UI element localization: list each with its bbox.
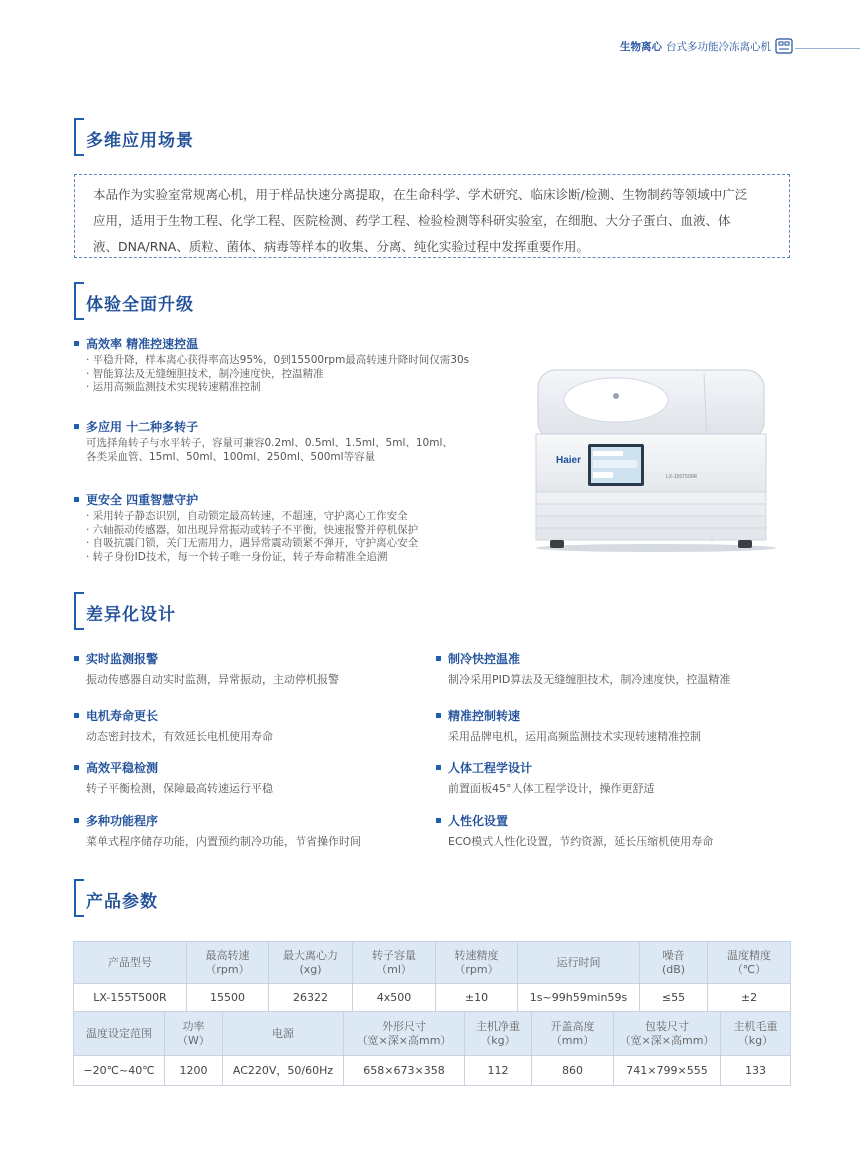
diff-item: 高效平稳检测 转子平衡检测，保障最高转速运行平稳 bbox=[74, 759, 273, 796]
spec-table-1 bbox=[73, 941, 791, 1012]
intro-line: 液、DNA/RNA、质粒、菌体、病毒等样本的收集、分离、纯化实验过程中发挥重要作用。 bbox=[93, 239, 589, 254]
header-subtitle: 台式多功能冷冻离心机 bbox=[666, 40, 771, 53]
spec-table-2 bbox=[73, 1011, 791, 1086]
feature-safety bbox=[74, 491, 418, 564]
page-header bbox=[620, 36, 793, 56]
feature-line: · 平稳升降，样本离心获得率高达95%，0到15500rpm最高转速升降时间仅需30s bbox=[86, 354, 470, 366]
spec-value-cell: 26322 bbox=[269, 984, 353, 1012]
spec-value-cell: 860 bbox=[532, 1056, 614, 1086]
spec-header-cell: 转子容量 （ml） bbox=[353, 942, 436, 984]
spec-header-cell: 噪音 (dB) bbox=[640, 942, 708, 984]
spec-header-cell: 温度精度 （℃） bbox=[708, 942, 791, 984]
spec-header-cell: 最大离心力 (xg) bbox=[269, 942, 353, 984]
feature-line: · 六轴振动传感器，如出现异常振动或转子不平衡，快速报警并停机保护 bbox=[86, 523, 419, 536]
feature-line: · 运用高频监测技术实现转速精准控制 bbox=[86, 381, 261, 393]
bullet-square-icon bbox=[74, 713, 79, 718]
spec-value-cell: 4x500 bbox=[353, 984, 436, 1012]
bullet-square-icon bbox=[74, 497, 79, 502]
bullet-square-icon bbox=[74, 424, 79, 429]
intro-line: 应用，适用于生物工程、化学工程、医院检测、药学工程、检验检测等科研实验室，在细胞、大分子蛋白、血液、体 bbox=[93, 213, 731, 228]
spec-value-cell: AC220V，50/60Hz bbox=[223, 1056, 344, 1086]
diff-item: 实时监测报警 振动传感器自动实时监测，异常振动，主动停机报警 bbox=[74, 650, 339, 687]
bullet-square-icon bbox=[74, 765, 79, 770]
diff-item: 多种功能程序 菜单式程序储存功能，内置预约制冷功能，节省操作时间 bbox=[74, 812, 361, 849]
intro-box bbox=[74, 174, 790, 258]
feature-line: · 转子身份ID技术，每一个转子唯一身份证，转子寿命精准全追溯 bbox=[86, 550, 388, 563]
diff-item: 电机寿命更长 动态密封技术，有效延长电机使用寿命 bbox=[74, 707, 273, 744]
centrifuge-product-image bbox=[526, 366, 786, 552]
bullet-square-icon bbox=[436, 656, 441, 661]
spec-value-cell: ±2 bbox=[708, 984, 791, 1012]
spec-header-cell: 包装尺寸 （宽×深×高mm） bbox=[614, 1012, 721, 1056]
spec-value-cell: ±10 bbox=[436, 984, 518, 1012]
header-brand: 生物离心 bbox=[620, 40, 662, 53]
feature-line: 可选择角转子与水平转子，容量可兼容0.2ml、0.5ml、1.5ml、5ml、10ml、 bbox=[86, 437, 453, 449]
spec-header-cell: 主机毛重 （kg） bbox=[721, 1012, 791, 1056]
bullet-square-icon bbox=[74, 818, 79, 823]
feature-efficiency bbox=[74, 335, 469, 395]
feature-rotors bbox=[74, 418, 453, 464]
diff-item: 制冷快控温准 制冷采用PID算法及无缝缠胆技术，制冷速度快，控温精准 bbox=[436, 650, 730, 687]
feature-line: · 智能算法及无缝缠胆技术，制冷速度快，控温精准 bbox=[86, 367, 324, 380]
spec-value-cell: 741×799×555 bbox=[614, 1056, 721, 1086]
spec-header-cell: 温度设定范围 bbox=[74, 1012, 165, 1056]
diff-item: 人体工程学设计 前置面板45°人体工程学设计，操作更舒适 bbox=[436, 759, 655, 796]
diff-item: 人性化设置 ECO模式人性化设置，节约资源，延长压缩机使用寿命 bbox=[436, 812, 713, 849]
product-brand-label: Haier bbox=[556, 455, 582, 466]
feature-line: 各类采血管、15ml、50ml、100ml、250ml、500ml等容量 bbox=[86, 450, 376, 463]
spec-header-cell: 开盖高度 （mm） bbox=[532, 1012, 614, 1056]
spec-value-cell: 112 bbox=[465, 1056, 532, 1086]
bullet-square-icon bbox=[436, 713, 441, 718]
spec-value-cell: 133 bbox=[721, 1056, 791, 1086]
spec-value-cell: 1200 bbox=[165, 1056, 223, 1086]
spec-value-cell: ≤55 bbox=[640, 984, 708, 1012]
intro-line: 本品作为实验室常规离心机，用于样品快速分离提取，在生命科学、学术研究、临床诊断/检测、生物制药等领域中广泛 bbox=[93, 187, 748, 202]
feature-title: 高效率 精准控速控温 bbox=[86, 336, 199, 351]
spec-header-cell: 电源 bbox=[223, 1012, 344, 1056]
spec-header-cell: 外形尺寸 （宽×深×高mm） bbox=[344, 1012, 465, 1056]
spec-header-cell: 运行时间 bbox=[518, 942, 640, 984]
spec-value-cell: LX-155T500R bbox=[74, 984, 187, 1012]
bullet-square-icon bbox=[74, 341, 79, 346]
diff-item: 精准控制转速 采用品牌电机，运用高频监测技术实现转速精准控制 bbox=[436, 707, 701, 744]
bullet-square-icon bbox=[436, 818, 441, 823]
feature-line: · 采用转子静态识别，自动锁定最高转速，不超速，守护离心工作安全 bbox=[86, 510, 408, 522]
spec-value-cell: −20℃~40℃ bbox=[74, 1056, 165, 1086]
feature-title: 多应用 十二种多转子 bbox=[86, 419, 199, 434]
bullet-square-icon bbox=[74, 656, 79, 661]
spec-value-cell: 15500 bbox=[187, 984, 269, 1012]
bullet-square-icon bbox=[436, 765, 441, 770]
product-model-label: LX-155T500R bbox=[666, 474, 698, 480]
spec-header-cell: 主机净重 （kg） bbox=[465, 1012, 532, 1056]
spec-value-cell: 658×673×358 bbox=[344, 1056, 465, 1086]
spec-header-cell: 最高转速 （rpm） bbox=[187, 942, 269, 984]
spec-header-cell: 转速精度 （rpm） bbox=[436, 942, 518, 984]
spec-header-cell: 功率 （W） bbox=[165, 1012, 223, 1056]
spec-value-cell: 1s~99h59min59s bbox=[518, 984, 640, 1012]
spec-header-cell: 产品型号 bbox=[74, 942, 187, 984]
header-rule bbox=[795, 48, 860, 49]
feature-title: 更安全 四重智慧守护 bbox=[86, 492, 199, 507]
centrifuge-logo-icon bbox=[775, 38, 793, 54]
feature-line: · 自吸抗震门锁，关门无需用力，遇异常震动锁紧不弹开，守护离心安全 bbox=[86, 537, 419, 549]
